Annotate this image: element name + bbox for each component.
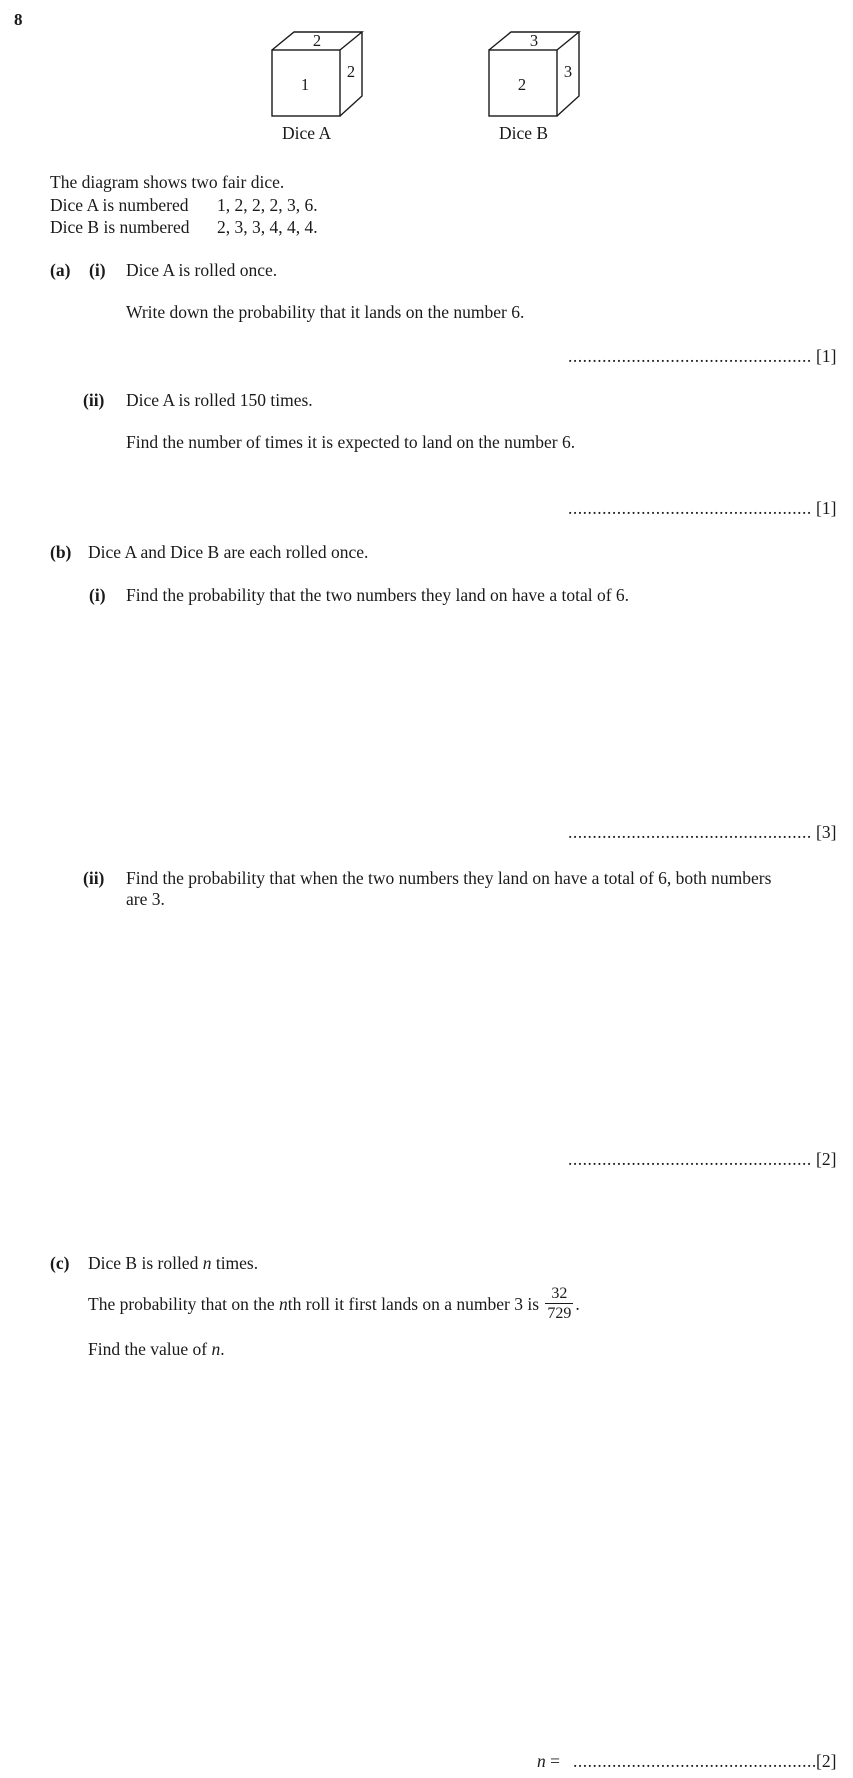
part-c-question: Find the value of n. — [88, 1339, 225, 1359]
part-b-i-answer-line[interactable]: .................................................. — [568, 822, 812, 842]
part-b-i-marks: [3] — [816, 822, 837, 842]
dice-b-caption: Dice B — [499, 123, 549, 143]
fraction-numerator: 32 — [545, 1286, 573, 1304]
part-b-label: (b) — [50, 542, 72, 562]
part-c-answer-prefix: n = — [537, 1751, 560, 1771]
dice-b-top-number: 3 — [529, 31, 539, 50]
dice-a-top-number: 2 — [312, 31, 322, 50]
part-a-i-marks: [1] — [816, 346, 837, 366]
part-b-ii-marks: [2] — [816, 1149, 837, 1169]
part-c-label: (c) — [50, 1253, 70, 1273]
part-b-i-question: Find the probability that the two numbers they land on have a total of 6. — [126, 585, 630, 605]
part-b-i-label: (i) — [89, 585, 106, 605]
dice-b-numbers-label: Dice B is numbered — [50, 217, 190, 237]
part-c-probability-statement: The probability that on the nth roll it first lands on a number 3 is $\frac{32}{729}$ . — [88, 1285, 580, 1322]
probability-fraction — [545, 1286, 573, 1322]
dice-b-numbers: 2, 3, 3, 4, 4, 4. — [217, 217, 318, 237]
part-a-i-answer-line[interactable]: .................................................. — [568, 346, 812, 366]
fraction-denominator: 729 — [547, 1305, 572, 1322]
dice-b-side-number: 3 — [563, 62, 573, 81]
part-c-answer-line[interactable]: .................................................. — [573, 1751, 817, 1771]
part-a-ii-marks: [1] — [816, 498, 837, 518]
part-b-ii-label: (ii) — [83, 868, 105, 888]
part-a-i-question: Write down the probability that it lands on the number 6. — [126, 302, 525, 322]
part-b-ii-question-line1: Find the probability that when the two numbers they land on have a total of 6, both numbers — [126, 868, 772, 888]
dice-b-diagram — [487, 28, 587, 133]
part-a-ii-label: (ii) — [83, 390, 105, 410]
part-b-text: Dice A and Dice B are each rolled once. — [88, 542, 369, 562]
dice-a-diagram — [270, 28, 370, 133]
dice-a-numbers: 1, 2, 2, 2, 3, 6. — [217, 195, 318, 215]
part-b-ii-answer-line[interactable]: .................................................. — [568, 1149, 812, 1169]
dice-a-front-number: 1 — [300, 75, 310, 94]
intro-line: The diagram shows two fair dice. — [50, 172, 285, 192]
part-a-label: (a) — [50, 260, 71, 280]
part-b-ii-question-line2: are 3. — [126, 889, 165, 909]
part-a-i-text: Dice A is rolled once. — [126, 260, 278, 280]
part-a-i-label: (i) — [89, 260, 106, 280]
part-a-ii-question: Find the number of times it is expected to land on the number 6. — [126, 432, 576, 452]
part-c-text: Dice B is rolled n times. — [88, 1253, 259, 1273]
part-a-ii-text: Dice A is rolled 150 times. — [126, 390, 313, 410]
question-number: 8 — [14, 10, 23, 29]
part-a-ii-answer-line[interactable]: .................................................. — [568, 498, 812, 518]
dice-a-caption: Dice A — [282, 123, 332, 143]
dice-b-front-number: 2 — [517, 75, 527, 94]
part-c-marks: [2] — [816, 1751, 837, 1771]
dice-a-side-number: 2 — [346, 62, 356, 81]
dice-a-numbers-label: Dice A is numbered — [50, 195, 189, 215]
